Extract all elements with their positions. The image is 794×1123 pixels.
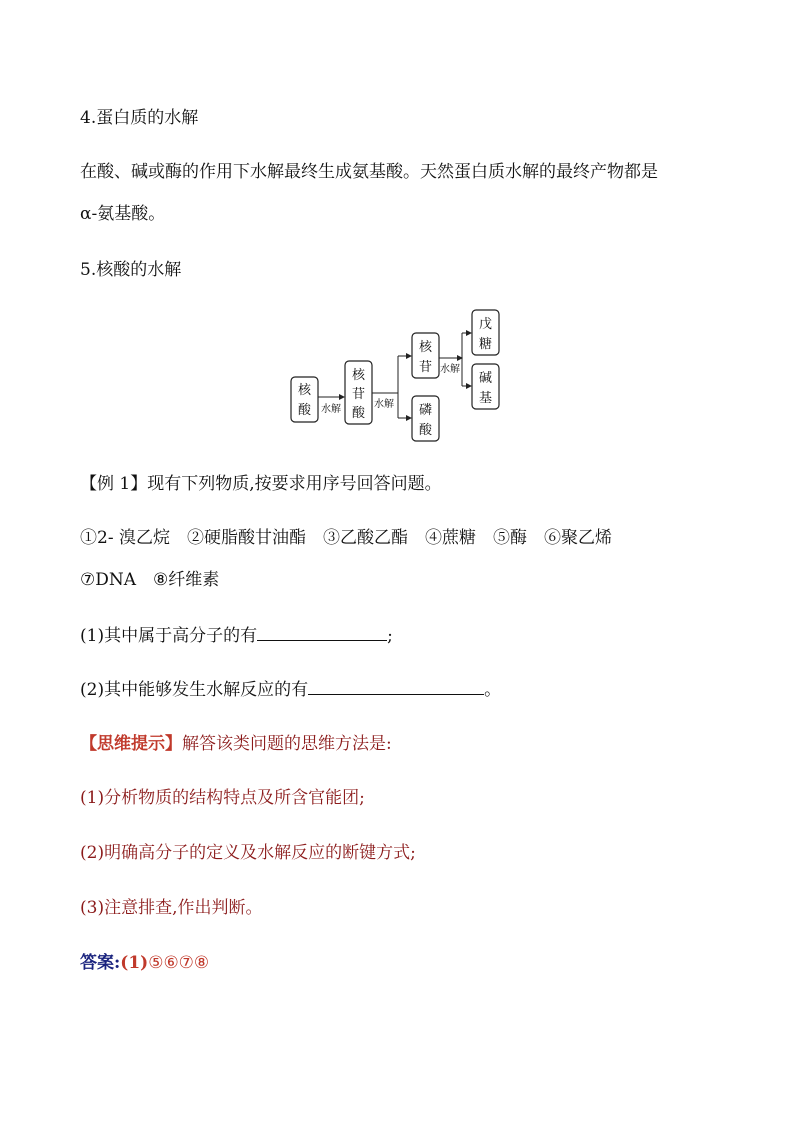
- question-1-text: (1)其中属于高分子的有: [80, 626, 258, 646]
- question-1-end: ;: [387, 626, 393, 646]
- box-phosphate-char2: 酸: [418, 423, 433, 438]
- hint-step-1: (1)分析物质的结构特点及所含官能团;: [80, 788, 365, 808]
- box-nucleic-acid-char2: 酸: [297, 403, 312, 418]
- answer-items: ⑤⑥⑦⑧: [148, 953, 210, 973]
- hint-step-3: (3)注意排查,作出判断。: [80, 898, 263, 918]
- box-base-char2: 基: [478, 391, 493, 406]
- question-2: [80, 676, 501, 702]
- answer-line: [80, 951, 209, 975]
- hint-step-2: (2)明确高分子的定义及水解反应的断键方式;: [80, 843, 416, 863]
- section4-heading: 4.蛋白质的水解: [80, 108, 199, 128]
- box-nucleotide-char1: 核: [351, 368, 366, 383]
- hint-intro: 解答该类问题的思维方法是:: [182, 734, 392, 754]
- box-pentose-char1: 戊: [478, 317, 493, 332]
- arrow2-label: 水解: [374, 399, 394, 410]
- answer-heading: 答案: [80, 953, 114, 973]
- question-2-text: (2)其中能够发生水解反应的有: [80, 680, 309, 700]
- box-nucleoside-char1: 核: [418, 340, 433, 355]
- box-phosphate-char1: 磷: [418, 403, 433, 418]
- question-2-blank[interactable]: [308, 676, 484, 695]
- hint-heading: 【思维提示】: [80, 734, 182, 754]
- box-base-char1: 碱: [478, 371, 493, 386]
- example-items-line1: ①2- 溴乙烷 ②硬脂酸甘油酯 ③乙酸乙酯 ④蔗糖 ⑤酶 ⑥聚乙烯: [80, 528, 612, 548]
- example-items-line2: ⑦DNA ⑧纤维素: [80, 570, 220, 590]
- example-title: 【例 1】现有下列物质,按要求用序号回答问题。: [80, 474, 442, 494]
- answer-separator: :: [114, 953, 121, 973]
- section4-paragraph-line2: α-氨基酸。: [80, 204, 166, 224]
- arrow3-label: 水解: [440, 364, 460, 375]
- section4-paragraph-line1: 在酸、碱或酶的作用下水解最终生成氨基酸。天然蛋白质水解的最终产物都是: [80, 162, 658, 182]
- answer-prefix: (1): [120, 953, 149, 973]
- box-pentose-char2: 糖: [478, 337, 493, 352]
- box-nucleic-acid-char1: 核: [297, 383, 312, 398]
- section5-heading: 5.核酸的水解: [80, 260, 182, 280]
- box-nucleotide-char2: 苷: [351, 387, 366, 402]
- box-nucleoside-char2: 苷: [418, 360, 433, 375]
- question-1: [80, 622, 393, 648]
- hint-intro-line: [80, 732, 392, 756]
- nucleic-acid-hydrolysis-diagram: [0, 0, 794, 460]
- question-2-end: 。: [484, 680, 502, 700]
- box-nucleotide-char3: 酸: [351, 406, 366, 421]
- question-1-blank[interactable]: [257, 622, 387, 641]
- arrow1-label: 水解: [321, 404, 341, 415]
